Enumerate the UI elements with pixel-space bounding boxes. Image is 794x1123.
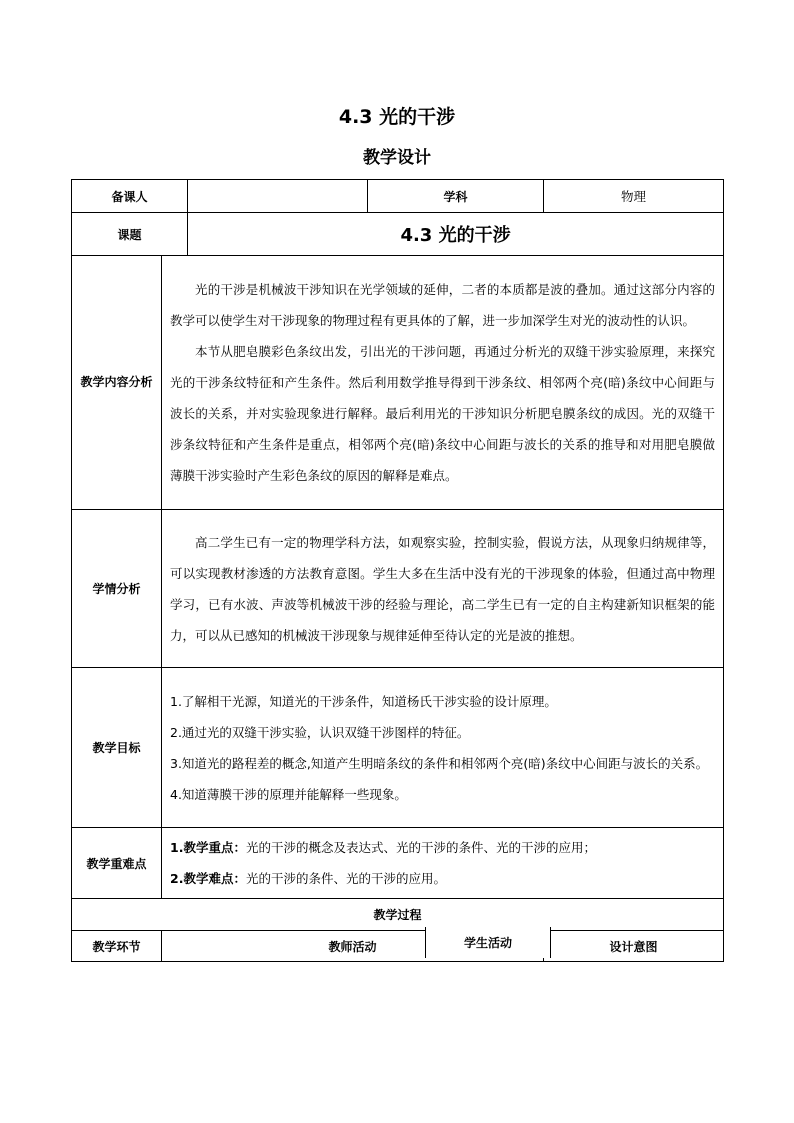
document-subtitle: 教学设计 (363, 148, 431, 168)
objective-item-4: 4.知道薄膜干涉的原理并能解释一些现象。 (170, 786, 407, 802)
process-column-student-label: 学生活动 (463, 936, 512, 950)
lesson-plan-table (71, 179, 724, 962)
process-heading: 教学过程 (72, 899, 724, 931)
objective-item-3: 3.知道光的路程差的概念,知道产生明暗条纹的条件和相邻两个亮(暗)条纹中心间距与波长的关系。 (170, 755, 709, 771)
content-analysis-paragraph-2: 本节从肥皂膜彩色条纹出发，引出光的干涉问题，再通过分析光的双缝干涉实验原理，来探究光的干涉条纹特征和产生条件。然后利用数学推导得到干涉条纹、相邻两个亮(暗)条纹中心间距与波长的关系，并对实验现象进行解释。最后利用光的干涉知识分析肥皂膜条纹的成因。光的双缝干涉条纹特征和产生条件是重点，相邻两个亮(暗)条纹中心间距与波长的关系的推导和对用肥皂膜做薄膜干涉实验时产生彩色条纹的原因的解释是难点。 (170, 344, 716, 483)
objective-item-1: 1.了解相干光源，知道光的干涉条件，知道杨氏干涉实验的设计原理。 (170, 693, 557, 709)
key-points-label: 教学重难点 (72, 828, 162, 899)
key-focus-text: 光的干涉的概念及表达式、光的干涉的条件、光的干涉的应用； (245, 840, 596, 855)
learner-analysis-body (162, 510, 724, 668)
objectives-body (162, 668, 724, 828)
content-analysis-label (72, 256, 162, 510)
key-points-row (72, 828, 724, 899)
learner-analysis-row (72, 510, 724, 668)
key-difficulty-label: 2.教学难点： (170, 871, 246, 886)
subject-label: 学科 (368, 180, 544, 213)
process-column-student (425, 927, 551, 958)
objective-item-2: 2.通过光的双缝干涉实验，认识双缝干涉图样的特征。 (170, 724, 470, 740)
process-heading-row (72, 899, 724, 931)
preparer-label: 备课人 (72, 180, 188, 213)
objectives-row (72, 668, 724, 828)
preparer-row (72, 180, 724, 213)
document-title: 4.3 光的干涉 (338, 106, 456, 128)
process-column-design (544, 931, 724, 962)
subject-value: 物理 (544, 180, 724, 213)
key-points-body (162, 828, 724, 899)
key-focus-line (170, 832, 715, 863)
key-focus-label: 1.教学重点： (170, 840, 246, 855)
process-columns-row (72, 931, 724, 962)
content-analysis-body (162, 256, 724, 510)
content-analysis-label-text: 教学内容分析 (80, 375, 153, 389)
learner-analysis-paragraph: 高二学生已有一定的物理学科方法，如观察实验，控制实验，假说方法，从现象归纳规律等，可以实现教材渗透的方法教育意图。学生大多在生活中没有光的干涉现象的体验，但通过高中物理学习，已有水波、声波等机械波干涉的经验与理论，高二学生已有一定的自主构建新知识框架的能力，可以从已感知的机械波干涉现象与规律延伸至待认定的光是波的推想。 (170, 534, 716, 643)
learner-analysis-label: 学情分析 (72, 510, 162, 668)
topic-value: 4.3 光的干涉 (188, 213, 724, 256)
key-difficulty-text: 光的干涉的条件、光的干涉的应用。 (245, 871, 446, 886)
content-analysis-paragraph-1: 光的干涉是机械波干涉知识在光学领域的延伸，二者的本质都是波的叠加。通过这部分内容的教学可以使学生对干涉现象的物理过程有更具体的了解，进一步加深学生对光的波动性的认识。 (170, 282, 716, 328)
topic-label: 课题 (72, 213, 188, 256)
process-column-design-label: 设计意图 (609, 939, 658, 954)
process-column-teacher-label: 教师活动 (328, 939, 377, 954)
key-difficulty-line (170, 863, 715, 894)
topic-row (72, 213, 724, 256)
preparer-value (188, 180, 368, 213)
objectives-label: 教学目标 (72, 668, 162, 828)
content-analysis-row (72, 256, 724, 510)
process-column-stage: 教学环节 (72, 931, 162, 962)
